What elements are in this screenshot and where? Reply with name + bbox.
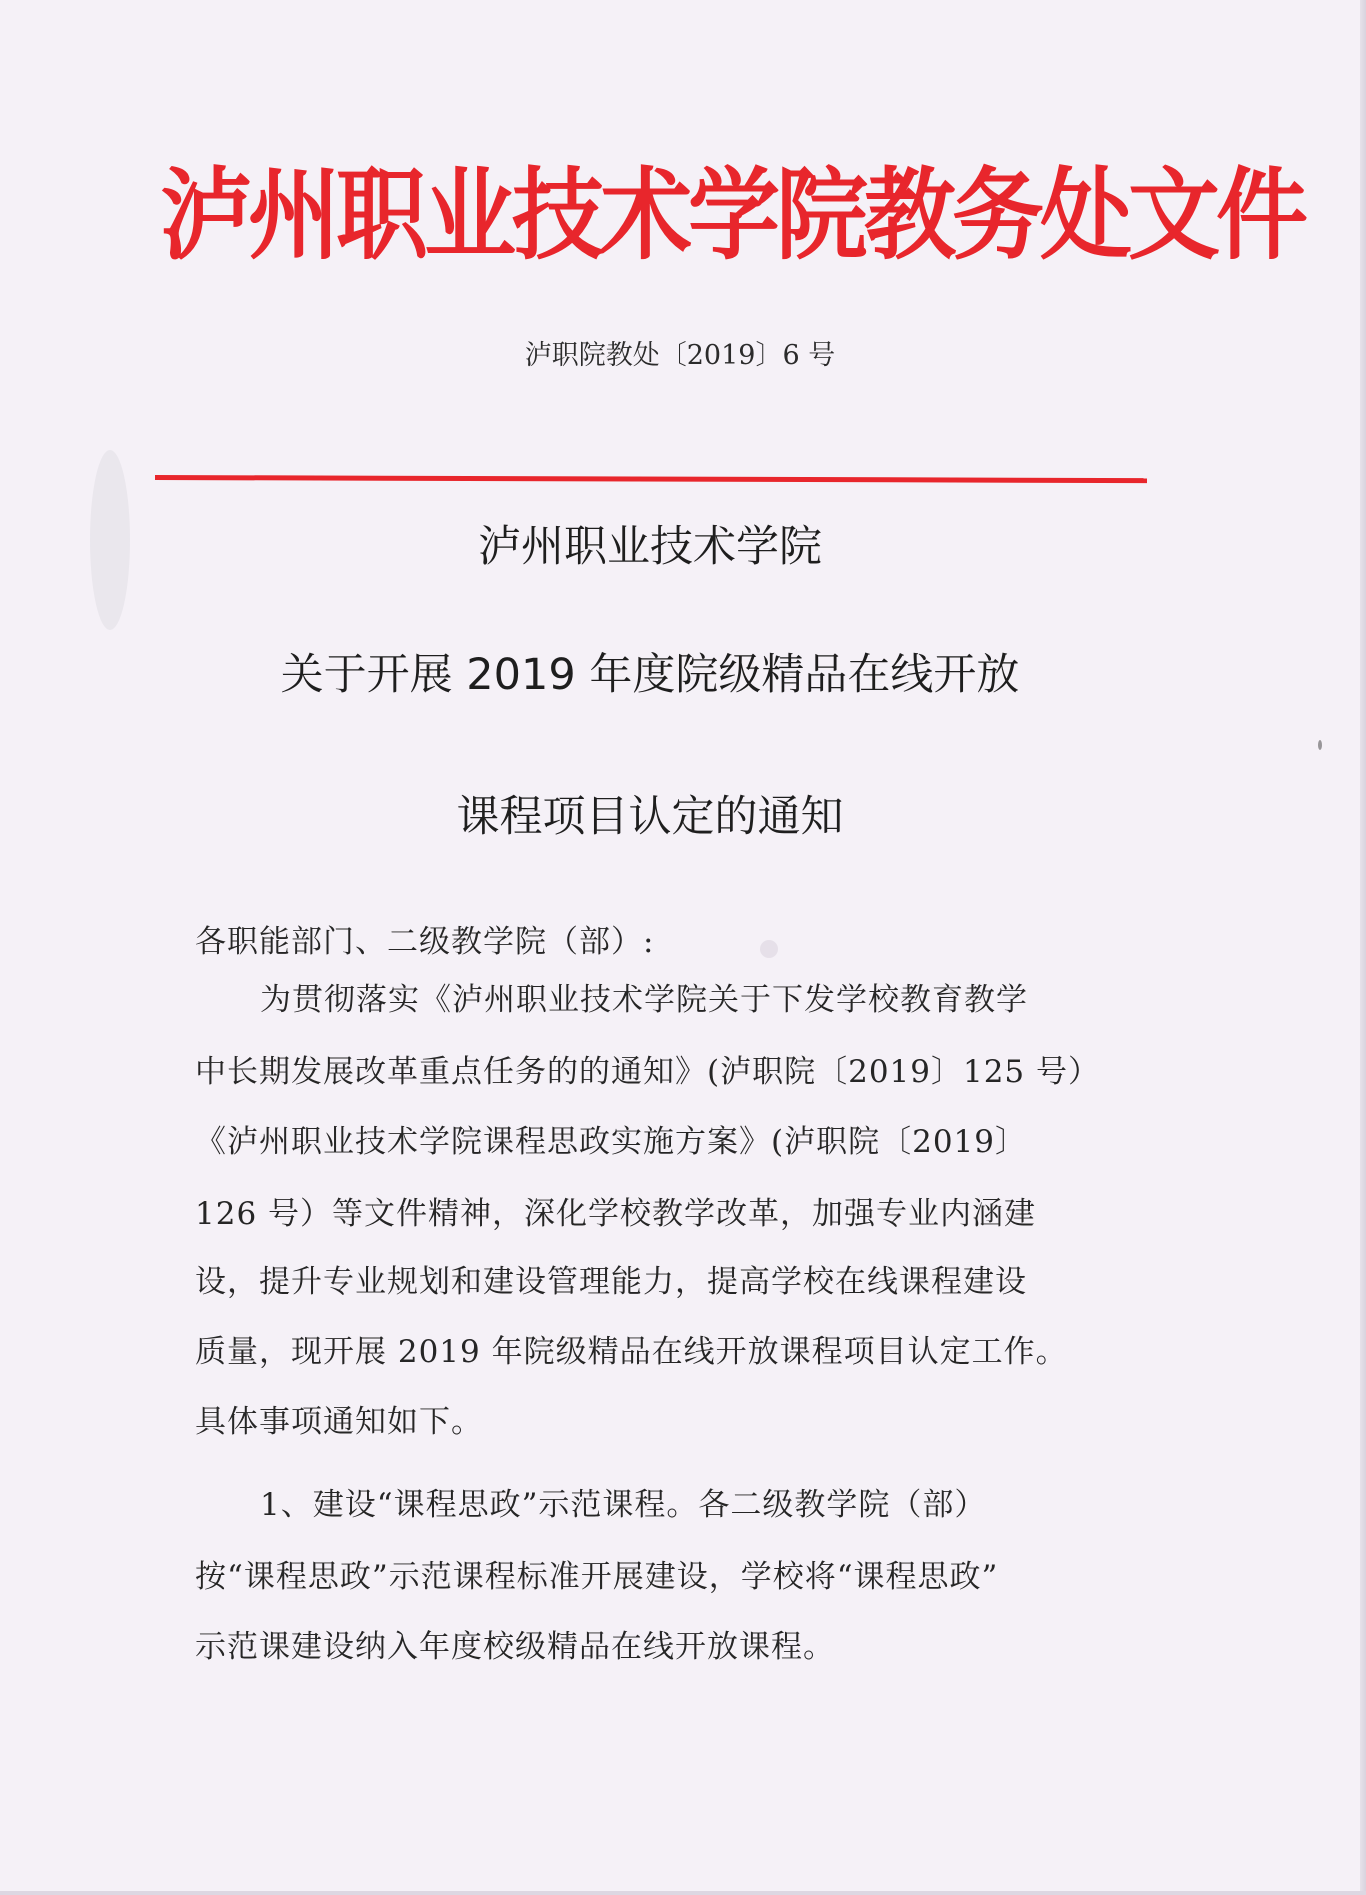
paragraph-1-line: 中长期发展改革重点任务的的通知》(泸职院〔2019〕125 号） (195, 1054, 1101, 1090)
salutation: 各职能部门、二级教学院（部）: (195, 924, 655, 960)
paragraph-1-line: 质量，现开展 2019 年院级精品在线开放课程项目认定工作。 (195, 1334, 1068, 1370)
paragraph-2-line: 示范课建设纳入年度校级精品在线开放课程。 (195, 1629, 835, 1665)
notice-title-line-1: 泸州职业技术学院 (478, 522, 822, 572)
notice-title-line-3: 课程项目认定的通知 (456, 792, 844, 842)
paragraph-1-line: 具体事项通知如下。 (195, 1404, 483, 1440)
paragraph-1-line: 为贯彻落实《泸州职业技术学院关于下发学校教育教学 (260, 982, 1028, 1018)
scan-smudge (90, 450, 130, 630)
scan-edge-shadow (1360, 0, 1366, 1895)
paragraph-2-line: 按“课程思政”示范课程标准开展建设，学校将“课程思政” (195, 1559, 999, 1595)
notice-title-line-2: 关于开展 2019 年度院级精品在线开放 (280, 650, 1020, 700)
document-number: 泸职院教处〔2019〕6 号 (524, 340, 836, 371)
paragraph-2-line: 1、建设“课程思政”示范课程。各二级教学院（部） (260, 1487, 987, 1523)
paragraph-1-line: 《泸州职业技术学院课程思政实施方案》(泸职院〔2019〕 (195, 1124, 1027, 1160)
paragraph-1-line: 设，提升专业规划和建设管理能力，提高学校在线课程建设 (195, 1264, 1027, 1300)
document-masthead: 泸州职业技术学院教务处文件 (160, 156, 1305, 274)
scan-smudge (1318, 740, 1322, 750)
scan-bottom-edge (0, 1891, 1366, 1895)
red-divider-rule (155, 475, 1147, 483)
paragraph-1-line: 126 号）等文件精神，深化学校教学改革，加强专业内涵建 (195, 1196, 1037, 1232)
